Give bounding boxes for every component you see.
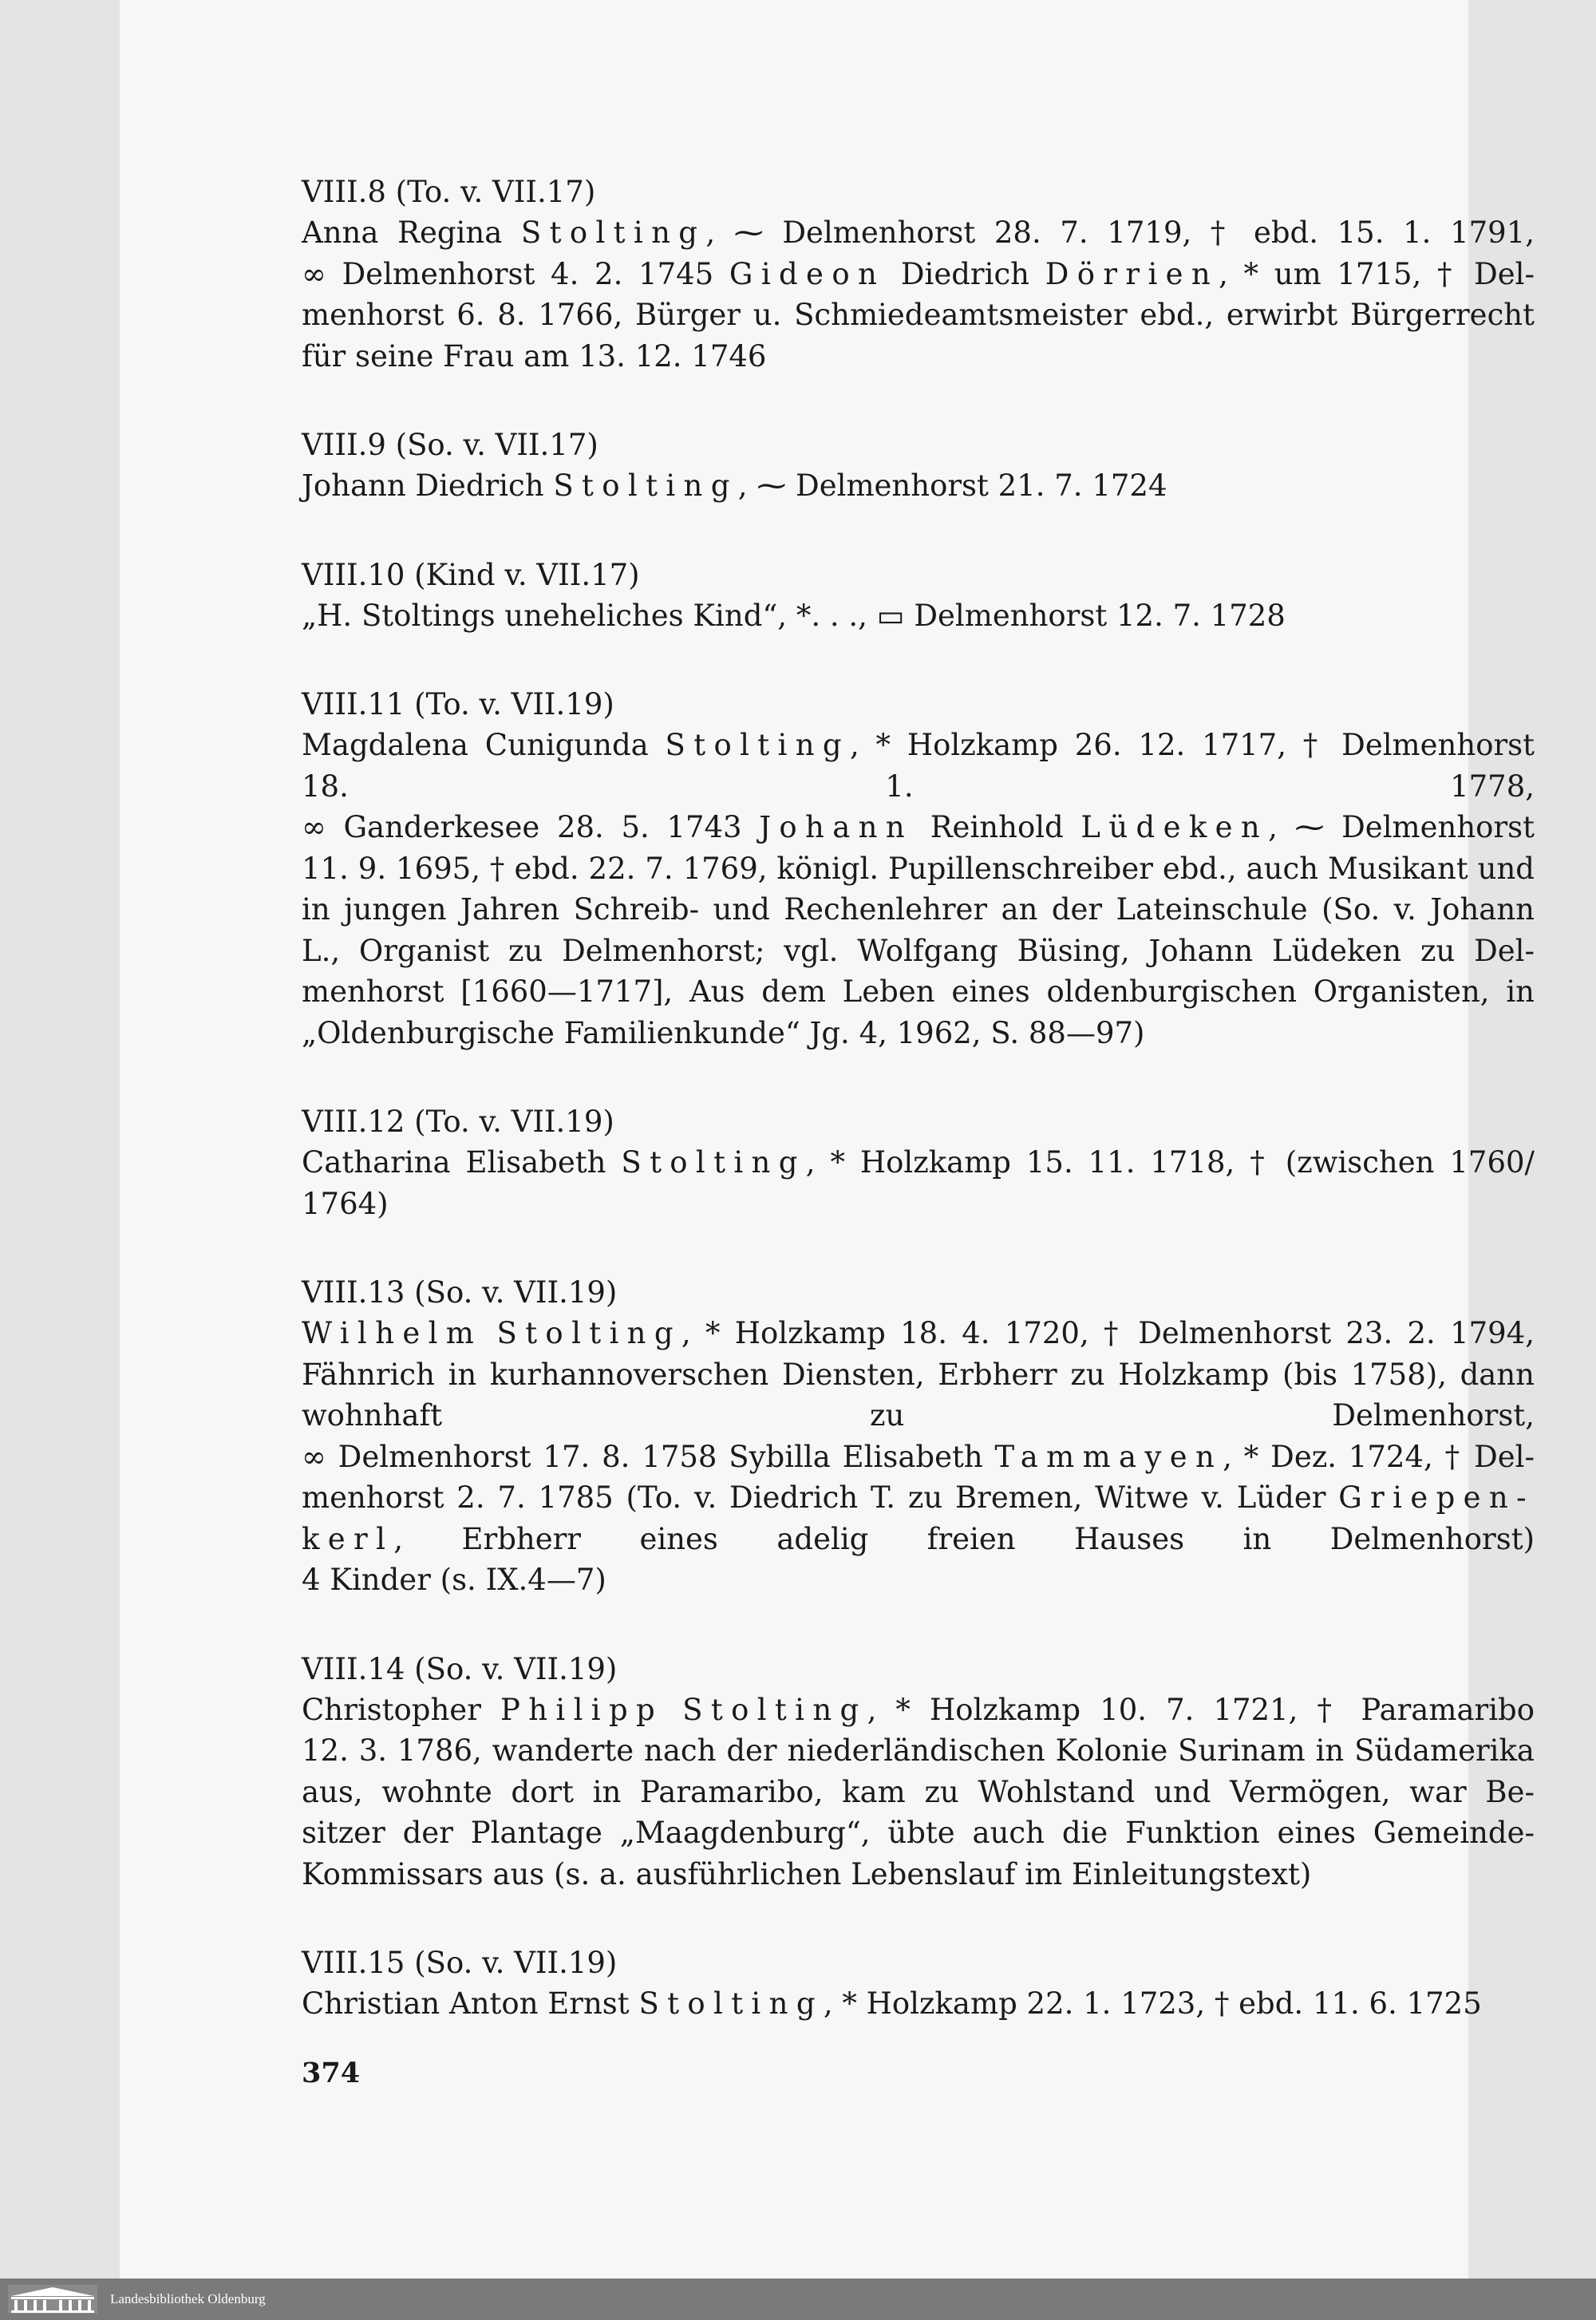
text-segment: , * um 1715, † Del- [1219,256,1535,291]
spaced-name: Stolting [496,1316,681,1350]
entry-heading: VIII.11 (To. v. VII.19) [302,687,614,721]
entry-text-line [302,1437,1535,1478]
entry-text-line [302,465,1535,507]
entry-text-line [302,254,1535,295]
text-segment: , ⁓ Delmenhorst 21. 7. 1724 [737,468,1167,503]
text-segment: „Oldenburgische Familienkunde“ Jg. 4, 1962, S. 88—97) [302,1015,1145,1050]
spaced-name: Stolting [682,1692,867,1727]
entry-text-line [302,1313,1535,1354]
genealogy-entry [302,1649,1535,1895]
footer-library-name: Landesbibliothek Oldenburg [110,2291,266,2306]
text-segment: menhorst [1660—1717], Aus dem Leben eines oldenburgischen Organisten, in [302,974,1535,1009]
entry-text-line [302,1519,1535,1560]
spaced-name: Griepen- [1338,1480,1535,1515]
text-segment: Anna Regina [302,215,521,250]
page [120,0,1535,2279]
spaced-name: Dörrien [1045,256,1219,291]
spaced-name: Stolting [553,468,738,503]
text-segment: Kommissars aus (s. a. ausführlichen Lebenslauf im Einleitungstext) [302,1856,1312,1891]
text-segment: Christopher [302,1692,500,1727]
entry-text-line [302,725,1535,766]
text-segment [663,1693,682,1727]
genealogy-entry [302,172,1535,377]
spaced-name: Tammayen [994,1439,1223,1474]
spaced-name: Stolting [665,728,850,762]
text-segment: , * Holzkamp 26. 12. 1717, † Delmenhorst [849,728,1535,762]
text-segment: L., Organist zu Delmenhorst; vgl. Wolfgang Büsing, Johann Lüdeken zu Del- [302,933,1535,968]
text-segment: für seine Frau am 13. 12. 1746 [302,338,767,373]
entry-heading: VIII.15 (So. v. VII.19) [302,1946,618,1980]
entry-text-line [302,848,1535,890]
text-segment: , Erbherr eines adelig freien Hauses in Delmenhorst) [393,1521,1535,1556]
genealogy-entry [302,1272,1535,1601]
entry-text-line [302,1395,1535,1437]
entry-text-line [302,1983,1535,2025]
text-segment: aus, wohnte dort in Paramaribo, kam zu Wohlstand und Vermögen, war Be- [302,1774,1535,1809]
text-segment: , * Holzkamp 10. 7. 1721, † Paramaribo [867,1692,1535,1727]
text-segment [482,1316,496,1350]
entry-heading: VIII.12 (To. v. VII.19) [302,1105,614,1139]
spaced-name: Stolting [520,215,706,250]
entry-heading: VIII.8 (To. v. VII.17) [302,175,596,209]
text-segment: Christian Anton Ernst [302,1986,639,2021]
entry-text-line [302,294,1535,336]
text-segment: ∞ Ganderkesee 28. 5. 1743 [302,810,760,844]
text-segment: 11. 9. 1695, † ebd. 22. 7. 1769, königl. Pupillenschreiber ebd., auch Musikant und [302,851,1535,886]
entry-heading: VIII.10 (Kind v. VII.17) [302,557,640,592]
entry-text-line [302,1142,1535,1184]
entry-text-line [302,766,1535,808]
entry-text-line [302,595,1535,637]
text-segment: , * Holzkamp 15. 11. 1718, † (zwischen 1760/ [805,1145,1535,1180]
entry-text-line [302,807,1535,848]
spaced-name: Gideon [729,256,886,291]
entry-text-line [302,336,1535,377]
genealogy-entries [302,172,1535,2073]
entry-text-line [302,1812,1535,1854]
entry-text-line [302,1854,1535,1895]
text-segment: Johann Diedrich [302,468,554,503]
text-segment: ∞ Delmenhorst 4. 2. 1745 [302,256,729,291]
spaced-name: Philipp [500,1692,664,1727]
genealogy-entry [302,555,1535,637]
text-segment: 18. 1. 1778, [302,769,1535,804]
text-segment: ∞ Delmenhorst 17. 8. 1758 Sybilla Elisabeth [302,1439,995,1474]
spaced-name: Wilhelm [302,1316,483,1350]
genealogy-entry [302,1101,1535,1224]
spaced-name: kerl [302,1521,394,1556]
genealogy-entry [302,425,1535,507]
entry-heading: VIII.14 (So. v. VII.19) [302,1651,618,1686]
text-segment: Catharina Elisabeth [302,1145,622,1180]
spaced-name: Lüdeken [1080,810,1269,844]
text-segment: Reinhold [913,810,1081,844]
text-segment: Fähnrich in kurhannoverschen Diensten, Erbherr zu Holzkamp (bis 1758), dann [302,1357,1535,1392]
text-segment: Magdalena Cunigunda [302,728,666,762]
entry-text-line [302,1730,1535,1772]
text-segment: 4 Kinder (s. IX.4—7) [302,1563,606,1597]
library-building-icon [8,2285,97,2314]
text-segment: in jungen Jahren Schreib- und Rechenlehrer an der Lateinschule (So. v. Johann [302,892,1535,927]
entry-text-line [302,1354,1535,1396]
spaced-name: Stolting [621,1145,806,1180]
page-number: 374 [302,2057,361,2089]
text-segment: 1764) [302,1186,389,1221]
entry-text-line [302,971,1535,1013]
text-segment: , * Dez. 1724, † Del- [1223,1439,1535,1474]
entry-text-line [302,1477,1535,1519]
entry-heading: VIII.9 (So. v. VII.17) [302,428,598,462]
text-segment: menhorst 2. 7. 1785 (To. v. Diedrich T. zu Bremen, Witwe v. Lüder [302,1480,1339,1515]
entry-text-line [302,931,1535,972]
genealogy-entry [302,684,1535,1053]
text-segment: , * Holzkamp 22. 1. 1723, † ebd. 11. 6. 1725 [823,1986,1482,2021]
spaced-name: Stolting [638,1986,824,2021]
genealogy-entry [302,1943,1535,2025]
text-segment: , * Holzkamp 18. 4. 1720, † Delmenhorst 23. 2. 1794, [681,1316,1535,1350]
entry-text-line [302,1184,1535,1225]
text-segment: menhorst 6. 8. 1766, Bürger u. Schmiedeamtsmeister ebd., erwirbt Bürgerrecht [302,298,1535,332]
entry-heading: VIII.13 (So. v. VII.19) [302,1275,618,1310]
entry-text-line [302,212,1535,254]
entry-text-line [302,1559,1535,1601]
text-segment: 12. 3. 1786, wanderte nach der niederländischen Kolonie Surinam in Südamerika [302,1733,1535,1768]
entry-text-line [302,1013,1535,1054]
entry-text-line [302,1690,1535,1731]
text-segment: wohnhaft zu Delmenhorst, [302,1398,1535,1433]
footer-bar [0,2279,1596,2320]
text-segment: Diedrich [885,256,1045,291]
entry-text-line [302,1772,1535,1813]
text-segment: „H. Stoltings uneheliches Kind“, *. . ., ▭ Delmenhorst 12. 7. 1728 [302,598,1286,633]
text-segment: , ⁓ Delmenhorst [1268,810,1535,844]
text-segment: sitzer der Plantage „Maagdenburg“, übte auch die Funktion eines Gemeinde- [302,1816,1535,1850]
entry-text-line [302,889,1535,931]
text-segment: , ⁓ Delmenhorst 28. 7. 1719, † ebd. 15. 1. 1791, [705,215,1535,250]
spaced-name: Johann [759,810,914,844]
